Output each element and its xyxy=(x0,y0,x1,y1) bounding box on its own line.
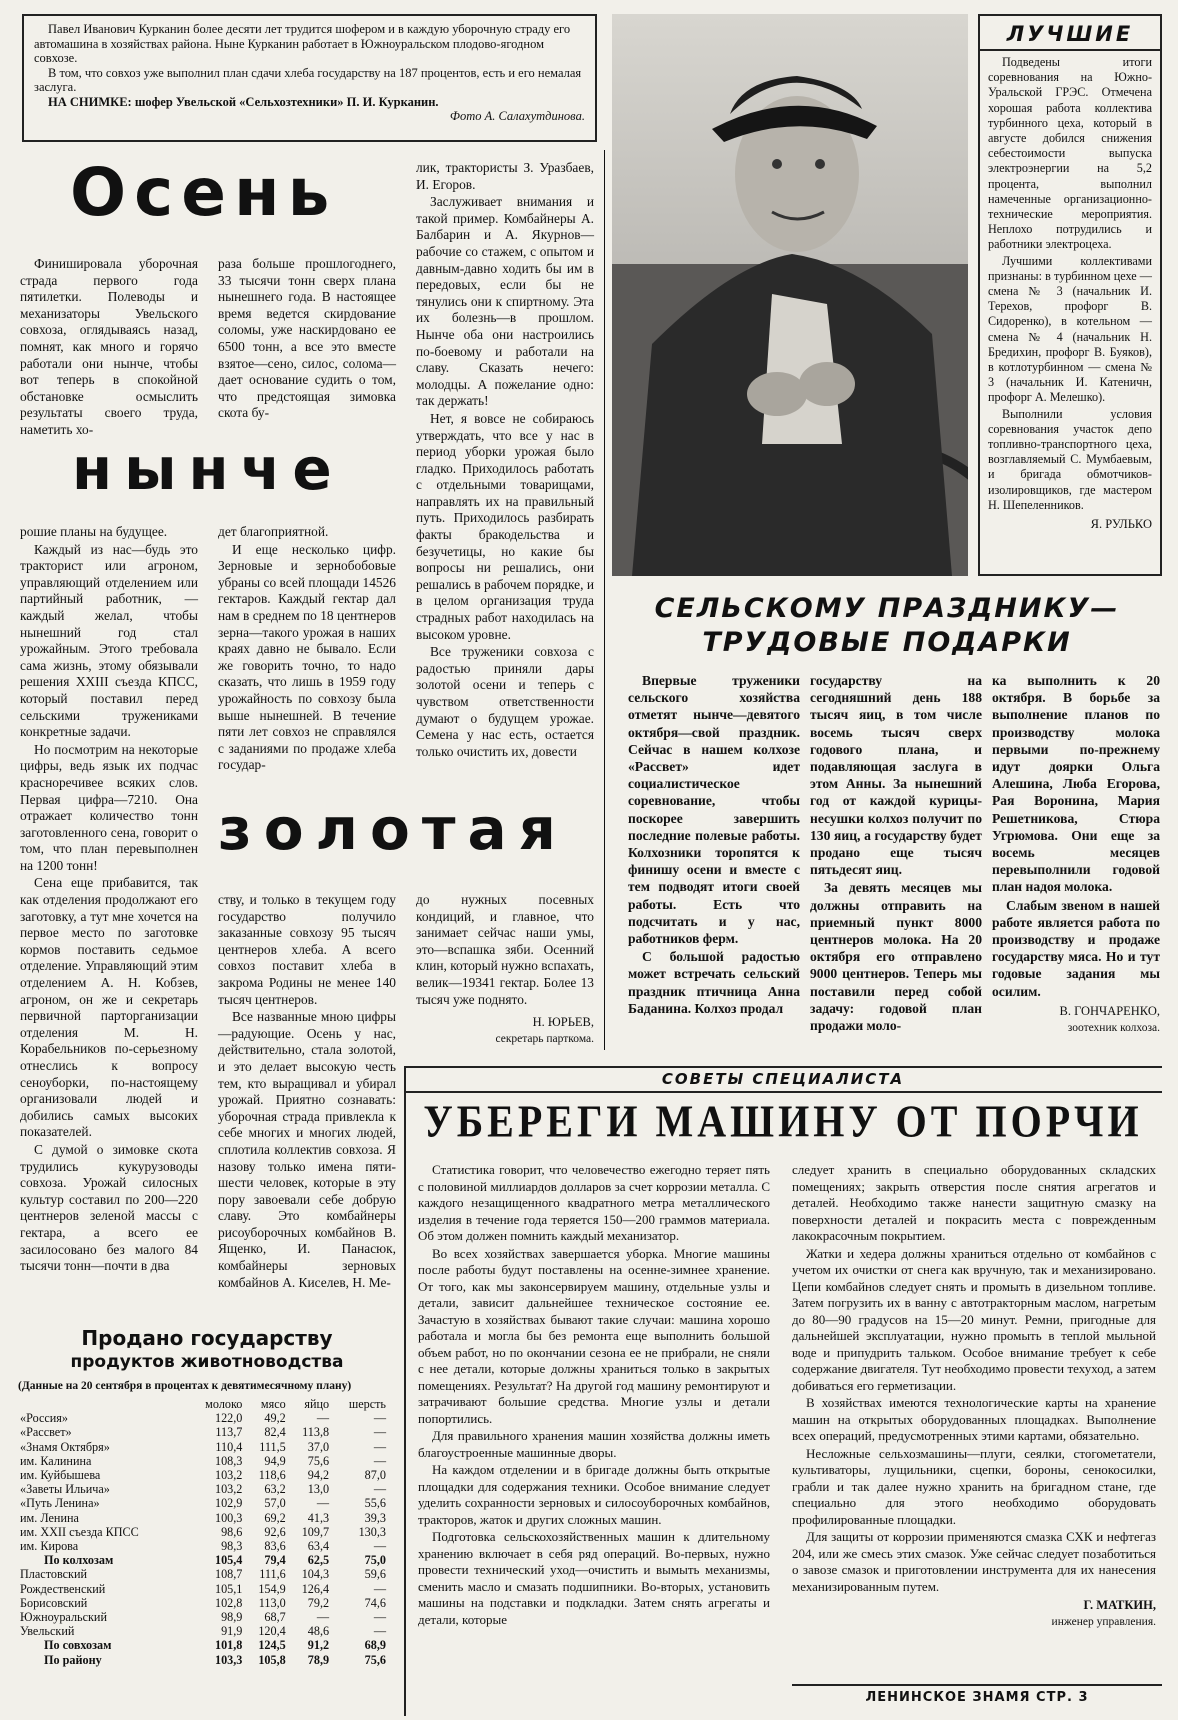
main-col-a-top xyxy=(20,256,198,439)
main-text-b-mid-2: И еще несколько цифр. Зерновые и зернобобовые убраны со всей площади 14526 гектаров. Каждый гектар дал нам в среднем по 18 центнеров зерна—такого урожая в наших краях давно не бывало. Если же говорить точно, то надо сказать, что лишь в 1959 году урожайность по совхозу была выше нынешней. В течение пяти лет совхоз не справлялся с заданиями по продаже хлеба государ- xyxy=(218,541,396,773)
sold-cell: 82,4 xyxy=(264,1425,286,1440)
footer-rule xyxy=(792,1684,1162,1686)
advice-text-l-1: Статистика говорит, что человечество ежегодно теряет пять с половиной миллиардов долларов за счет коррозии металла. С каждого незащищенного квадратного метра металлического изделия в течение года теряется 150—200 граммов материала. Об этом должен помнить каждый механизатор. xyxy=(418,1162,770,1243)
page-footer: ЛЕНИНСКОЕ ЗНАМЯ СТР. 3 xyxy=(865,1690,1089,1705)
best-text-1: Подведены итоги соревнования на Южно-Уральской ГРЭС. Отмечена хорошая работа коллектива турбинного цеха, который в августе добился снижения себестоимости выпуска электроэнергии на 5,2 процента, выполнил намеченные организационно-технические мероприятия. Неплохо потрудились и работники электроцеха. xyxy=(988,55,1152,252)
sold-cell: 83,6 xyxy=(264,1539,286,1554)
advice-text-r-4: Несложные сельхозмашины—плуги, сеялки, стогометатели, культиваторы, лущильники, сцепки, бороны, сенокосилки, грабли и так далее нужно хранить на бригадном стане, где специально для этого необходимо оборудовать профилированные площадки. xyxy=(792,1445,1156,1527)
sold-cell: — xyxy=(373,1539,386,1554)
sold-cell: 108,7 xyxy=(214,1567,243,1582)
sold-row-label: им. Калинина xyxy=(20,1453,92,1468)
sold-cell: 108,3 xyxy=(214,1453,243,1468)
sold-table-row xyxy=(18,1496,388,1510)
sold-cell: 13,0 xyxy=(307,1482,330,1497)
sold-cell: — xyxy=(373,1482,386,1497)
sold-cell: 37,0 xyxy=(307,1439,330,1454)
main-text-a-mid-2: Каждый из нас—будь это тракторист или агроном, управляющий отделением или партийный работник, — каждый желал, чтобы нынешний год стал урожайным. Этого требовала сама жизнь, этому обязывали решения XXIII съезда КПСС, который поставил перед сельскими тружениками конкретные задачи. xyxy=(20,541,198,740)
sold-table-row xyxy=(18,1440,388,1454)
best-author: Я. РУЛЬКО xyxy=(1090,517,1152,532)
sold-cell: — xyxy=(373,1624,386,1639)
sold-cell: 63,4 xyxy=(307,1539,330,1554)
sold-cell: 113,8 xyxy=(302,1425,330,1440)
sold-row-label: Рождественский xyxy=(20,1581,106,1596)
main-col-b-top xyxy=(218,256,396,422)
sold-cell: 103,2 xyxy=(214,1482,243,1497)
sold-cell: 102,9 xyxy=(214,1496,243,1511)
main-text-a-top: Финишировала уборочная страда первого года пятилетки. Полеводы и механизаторы Увельского совхоза, оглядываясь назад, помнят, как много и горячо работали они нынче, чтобы вот теперь в спокойной обстановке осмыслить результаты своего труда, наметить хо- xyxy=(20,256,198,437)
sold-table-row xyxy=(18,1454,388,1468)
driver-photo-image xyxy=(612,14,968,576)
holiday-text-2-1: государству на сегодняшний день 188 тысяч яиц, в том числе восемь тысяч сверх годового плана, и подавляющая заслуга в этом Анны. За нынешний год от каждой курицы-несушки колхоз получит по 130 яиц, а государству будет продано еще тысяч пятьдесят яиц. xyxy=(810,673,982,878)
sold-cell: 55,6 xyxy=(364,1496,386,1511)
advice-col-right xyxy=(792,1162,1156,1630)
sold-cell: 102,8 xyxy=(214,1595,243,1610)
photo-caption xyxy=(22,14,597,142)
sold-cell: — xyxy=(373,1610,386,1625)
sold-cell: 75,6 xyxy=(364,1652,386,1667)
sold-cell: 122,0 xyxy=(214,1411,243,1426)
sold-cell: 91,9 xyxy=(221,1624,243,1639)
sold-table-row xyxy=(18,1582,388,1596)
sold-table-row xyxy=(18,1539,388,1553)
advice-author xyxy=(792,1597,1156,1630)
sold-table-row xyxy=(18,1624,388,1638)
advice-author-role: инженер управления. xyxy=(1051,1615,1156,1628)
advice-headline: УБЕРЕГИ МАШИНУ ОТ ПОРЧИ xyxy=(423,1095,1143,1147)
sold-cell: 59,6 xyxy=(364,1567,386,1582)
holiday-author-name: В. ГОНЧАРЕНКО, xyxy=(1059,1003,1160,1018)
holiday-headline-2: ТРУДОВЫЕ ПОДАРКИ xyxy=(702,627,1072,658)
sold-table-row xyxy=(18,1425,388,1439)
sold-row-label: По совхозам xyxy=(44,1638,112,1653)
sold-table-row xyxy=(18,1411,388,1425)
sold-cell: 111,5 xyxy=(259,1439,286,1454)
sold-cell: 41,3 xyxy=(307,1510,330,1525)
sold-cell: 113,0 xyxy=(258,1595,286,1610)
sold-cell: 98,3 xyxy=(221,1539,243,1554)
sold-row-label: Южноуральский xyxy=(20,1610,107,1625)
main-col-c-bot xyxy=(416,892,594,1047)
main-author xyxy=(416,1014,594,1047)
sold-cell: 63,2 xyxy=(264,1482,286,1497)
sold-cell: 62,5 xyxy=(307,1553,330,1568)
sold-cell: 98,6 xyxy=(221,1524,243,1539)
main-text-c-bot: до нужных посевных кондиций, и главное, что занимает сейчас наши умы, это—вспашка зяби. Осенний клин, который нужно вспахать, велик—19341 гектар. Более 13 тысяч уже поднято. xyxy=(416,892,594,1007)
sold-column-header: мясо xyxy=(260,1397,286,1411)
sold-row-label: Увельский xyxy=(20,1624,75,1639)
sold-table-row xyxy=(18,1610,388,1624)
advice-text-r-3: В хозяйствах имеются технологические карты на хранение машин на открытых оборудованных площадках. Выполнение всех операций, предусмотренных этими картами, обязательно. xyxy=(792,1395,1156,1443)
sold-row-label: «Рассвет» xyxy=(20,1425,72,1440)
sold-cell: — xyxy=(373,1425,386,1440)
sold-cell: 111,6 xyxy=(259,1567,286,1582)
main-author-role: секретарь парткома. xyxy=(495,1032,594,1045)
sold-cell: 75,6 xyxy=(307,1453,330,1468)
holiday-col-3 xyxy=(992,672,1160,1037)
sold-table xyxy=(18,1397,388,1667)
main-text-c-1: лик, трактористы З. Уразбаев, И. Егоров. xyxy=(416,160,594,192)
sold-table-row xyxy=(18,1567,388,1581)
sold-row-label: Пластовский xyxy=(20,1567,88,1582)
holiday-author xyxy=(992,1003,1160,1037)
sold-row-label: «Россия» xyxy=(20,1411,69,1426)
holiday-text-3-2: Слабым звеном в нашей работе является работа по производству и продаже государству мяса. Но и тут годовые задания мы осилим. xyxy=(992,897,1160,999)
advice-text-r-5: Для защиты от коррозии применяются смазка СХК и нефтегаз 204, или же смесь этих смазок. Уже сейчас следует позаботиться о завозе смазок и приготовлении инструмента для их нанесения механизированным путем. xyxy=(792,1529,1156,1594)
advice-rubric-text: СОВЕТЫ СПЕЦИАЛИСТА xyxy=(661,1070,905,1088)
sold-table-row xyxy=(18,1482,388,1496)
advice-text-l-5: Подготовка сельскохозяйственных машин к длительному хранению включает в себя ряд операций. Во-первых, нужно провести технический уход—очистить и вымыть механизмы, сменить масло и смазать подшипники. Во-вторых, установить машины на подставки и подкладки. Затем снять агрегаты и детали, которые xyxy=(418,1529,770,1627)
sold-cell: 94,2 xyxy=(307,1468,330,1483)
holiday-col-2 xyxy=(810,672,982,1034)
sold-cell: 94,9 xyxy=(264,1453,286,1468)
holiday-author-role: зоотехник колхоза. xyxy=(1067,1022,1160,1035)
sold-cell: 68,7 xyxy=(264,1610,286,1625)
main-text-c-4: Все труженики совхоза с радостью приняли дары золотой осени и теперь с чувством ответственности думают о будущем урожае. Семена у нас есть, остается только очистить их, довести xyxy=(416,644,594,759)
sold-table-row xyxy=(18,1596,388,1610)
sold-cell: 69,2 xyxy=(264,1510,286,1525)
sold-cell: 110,4 xyxy=(215,1439,243,1454)
sold-row-label: им. Ленина xyxy=(20,1510,79,1525)
sold-column-header xyxy=(18,1397,188,1411)
sold-table-row xyxy=(18,1525,388,1539)
main-col-b-mid xyxy=(218,524,396,774)
main-text-b-bot-2: Все названные мною цифры—радующие. Осень у нас, действительно, стала золотой, и это делает высокую честь тем, кто выращивал и убирал урожай. Приятно сознавать: уборочная страда привлекла к себе многих и многих людей, сплотила коллектив совхоза. Я назову только имена пяти-шести человек, которые в эту пору завоевали себе добрую славу. Это комбайнеры рисоуборочных комбайнов В. Ященко, И. Панасюк, комбайнеры зерновых комбайнов А. Киселев, Н. Ме- xyxy=(218,1009,396,1290)
main-col-a-mid xyxy=(20,524,198,1275)
sold-row-label: «Знамя Октября» xyxy=(20,1439,110,1454)
sold-cell: — xyxy=(373,1439,386,1454)
best-text-3: Выполнили условия соревнования участок депо топливно-транспортного цеха, возглавляемый С. Мумбаевым, и бригада обмотчиков-изолировщиков, где мастером Н. Шепеленников. xyxy=(988,406,1152,512)
best-text-2: Лучшими коллективами признаны: в турбинном цехе — смена № 3 (начальник И. Терехов, профорг В. Сидоренко), в котельном — смена № 4 (начальник Н. Бредихин, профорг В. Буяков), в котлотурбинном — смена № 3 (начальник И. Катеничн, профорг А. Мелешко). xyxy=(988,253,1152,405)
advice-text-l-3: Для правильного хранения машин хозяйства должны иметь благоустроенные машинные дворы. xyxy=(418,1428,770,1460)
sold-cell: 75,0 xyxy=(364,1553,386,1568)
main-text-c-3: Нет, я вовсе не собираюсь утверждать, что все у нас в период уборки урожая было гладко. Приходилось работать с отдельными товарищами, направлять их на правильный путь. Приходилось разбирать факты бракодельства и безучетицы, но какие бы вопросы ни решались, они решались в рабочем порядке, и в целом организация труда страдных работ находилась на высоком уровне. xyxy=(416,410,594,642)
column-divider xyxy=(604,150,605,1050)
sold-cell: 120,4 xyxy=(258,1624,286,1639)
holiday-col-1 xyxy=(628,672,800,1017)
main-text-b-mid-1: дет благоприятной. xyxy=(218,524,329,539)
sold-table-row xyxy=(18,1553,388,1567)
sold-cell: 104,3 xyxy=(301,1567,330,1582)
sold-cell: 79,4 xyxy=(264,1553,286,1568)
sold-row-label: им. XXII съезда КПСС xyxy=(20,1524,139,1539)
sold-cell: 126,4 xyxy=(301,1581,330,1596)
sold-row-label: им. Куйбышева xyxy=(20,1468,101,1483)
headline-osen: Осень xyxy=(70,154,338,231)
sold-cell: 124,5 xyxy=(258,1638,286,1653)
advice-author-name: Г. МАТКИН, xyxy=(1083,1598,1156,1612)
sold-title-2: продуктов животноводства xyxy=(70,1352,344,1372)
main-text-c-2: Заслуживает внимания и такой пример. Комбайнеры А. Балбарин и А. Якурнов—рабочие со стажем, с опытом и давным-давно ходить бы им в передовых, если бы не тянулись они к спиртному. Эта их болезнь—в прошлом. Нынче оба они настроились по-боевому и работали на славу. Сказать нечего: молодцы. А пожелание одно: так держать! xyxy=(416,194,594,409)
sold-cell: 103,2 xyxy=(214,1468,243,1483)
holiday-text-1-1: Впервые труженики сельского хозяйства отметят нынче—девятого октября—свой праздник. Сейчас в нашем колхозе «Рассвет» идет социалистическое соревнование, чтобы поскорее завершить последние полевые работы. Колхозники торопятся к финишу осени и вместе с тем подводят итоги своей работы. Есть что подсчитать и у нас, работников ферм. xyxy=(628,673,800,947)
main-author-name: Н. ЮРЬЕВ, xyxy=(532,1015,594,1030)
sold-section xyxy=(18,1326,396,1667)
driver-photo xyxy=(612,14,968,576)
sold-row-label: Борисовский xyxy=(20,1595,88,1610)
best-box xyxy=(978,14,1162,576)
sold-cell: — xyxy=(373,1411,386,1426)
sold-cell: 105,8 xyxy=(258,1652,286,1667)
sold-table-row xyxy=(18,1638,388,1652)
sold-row-label: «Заветы Ильича» xyxy=(20,1482,110,1497)
sold-cell: 91,2 xyxy=(307,1638,330,1653)
sold-cell: — xyxy=(373,1453,386,1468)
sold-cell: 79,2 xyxy=(307,1595,330,1610)
sold-cell: — xyxy=(373,1581,386,1596)
main-text-a-mid-5: С думой о зимовке скота трудились кукурузоводы совхоза. Урожай силосных культур составил по 200—220 центнеров зеленой массы с гектара, а всего ее заcилосовано без малого 84 тысячи тонн—почти в два xyxy=(20,1141,198,1274)
holiday-text-1-2: С большой радостью может встречать сельский праздник птичница Анна Баданина. Колхоз продал xyxy=(628,949,800,1016)
holiday-headline-1: СЕЛЬСКОМУ ПРАЗДНИКУ— xyxy=(654,593,1120,624)
sold-title-1: Продано государству xyxy=(81,1326,333,1350)
sold-cell: — xyxy=(316,1496,330,1511)
sold-cell: 87,0 xyxy=(364,1468,386,1483)
headline-nynche: нынче xyxy=(72,435,344,503)
holiday-headline xyxy=(612,592,1162,660)
caption-text-3: НА СНИМКЕ: шофер Увельской «Сельхозтехники» П. И. Курканин. xyxy=(48,94,439,109)
caption-source: Фото А. Салахутдиновa. xyxy=(449,109,585,123)
sold-table-row xyxy=(18,1468,388,1482)
sold-cell: 118,6 xyxy=(258,1468,286,1483)
sold-cell: 100,3 xyxy=(214,1510,243,1525)
sold-note: (Данные на 20 сентября в процентах к девятимесячному плану) xyxy=(18,1380,352,1392)
sold-row-label: «Путь Ленина» xyxy=(20,1496,100,1511)
main-text-a-mid-4: Сена еще прибавится, так как отделения продолжают его заготовку, а тут мне хочется на первое место по заготовке кормов поставить седьмое отделение. Управляющий этим отделением А. Н. Кобзев, агроном, он же и секретарь первичной парторганизации отделения М. Н. Корабельников по-серьезному отнеслись к вопросу сеноуборки, по-настоящему организовали людей и добились самых высоких показателей. xyxy=(20,875,198,1140)
main-col-b-bot xyxy=(218,892,396,1291)
sold-column-header: шерсть xyxy=(348,1397,386,1411)
sold-cell: 78,9 xyxy=(307,1652,330,1667)
sold-column-header: яйцо xyxy=(304,1397,330,1411)
main-text-a-mid-1: рошие планы на будущее. xyxy=(20,524,168,539)
main-col-c xyxy=(416,160,594,760)
advice-text-l-4: На каждом отделении и в бригаде должны быть открытые площадки для содержания техники. Особое внимание следует уделить сохранности зерновых и силосоуборочных комбайнов, тракторов, жаток и других сложных машин. xyxy=(418,1462,770,1527)
sold-cell: 154,9 xyxy=(258,1581,286,1596)
sold-cell: 57,0 xyxy=(264,1496,286,1511)
sold-cell: 39,3 xyxy=(364,1510,386,1525)
sold-row-label: им. Кирова xyxy=(20,1539,79,1554)
best-title: ЛУЧШИЕ xyxy=(980,22,1160,51)
holiday-text-2-2: За девять месяцев мы должны отправить на приемный пункт 8000 центнеров молока. На 20 октября его отправлено 9000 центнеров. Теперь мы поставили перед собой задачу: годовой план продажи моло- xyxy=(810,880,982,1034)
sold-cell: 101,8 xyxy=(214,1638,243,1653)
sold-cell: 68,9 xyxy=(364,1638,386,1653)
sold-cell: — xyxy=(316,1411,330,1426)
caption-text-2: В том, что совхоз уже выполнил план сдачи хлеба государству на 187 процентов, есть и его немалая заслуга. xyxy=(34,65,582,94)
advice-text-r-2: Жатки и хедера должны храниться отдельно от комбайнов с учетом их очистки от снега как вручную, так и механизировано. Цепи комбайнов следует снять и промыть в дизельном топливе. Затем погрузить их в ванну с автотракторным маслом, нагретым до 80—90 градусов на 15—20 минут. Ремни, пригодные для дальнейшей эксплуатации, нужно промыть в теплой мыльной воде и припудрить тальком. Особое внимание требует к себе содержание двигателя. Тут необходимо провести техуход, а затем добиваться его герметизации. xyxy=(792,1245,1156,1393)
main-text-b-bot-1: ству, и только в текущем году государство получило заказанные совхозу 95 тысяч центнеров хлеба. А всего совхоз поставит хлеба в закрома Родины не менее 140 тысяч центнеров. xyxy=(218,892,396,1007)
sold-header-row xyxy=(18,1397,388,1411)
sold-table-body xyxy=(18,1411,388,1667)
sold-cell: 48,6 xyxy=(307,1624,330,1639)
main-text-a-mid-3: Но посмотрим на некоторые цифры, ведь язык их подчас красноречивее всяких слов. Первая цифра—7210. Она отражает количество тонн заготовленного сена, говорит о том, что план перевыполнен на 1200 тонн! xyxy=(20,741,198,873)
sold-cell: 113,7 xyxy=(215,1425,243,1440)
advice-rubric xyxy=(404,1068,1162,1093)
holiday-text-3-1: ка выполнить к 20 октября. В борьбе за выполнение планов по производству молока первыми по-прежнему идут доярки Ольга Алешина, Люба Егорова, Рая Воронина, Мария Решетникова, Стюра Угрюмова. Они еще за восемь месяцев перевыполнили годовой план надоя молока. xyxy=(992,673,1160,895)
sold-cell: 98,9 xyxy=(221,1610,243,1625)
caption-text-1: Павел Иванович Курканин более десяти лет трудится шофером и в каждую уборочную страду его автомашина в хозяйствах района. Ныне Курканин работает в Южноуральском плодово-ягодном совхозе. xyxy=(34,22,571,65)
advice-text-l-2: Во всех хозяйствах завершается уборка. Многие машины после работы будут поставлены на осенне-зимнее хранение. От того, как мы законсервируем машину, отдельные узлы и детали, зависит дальнейшее техническое состояние ее. Зачастую в хозяйствах бывают такие случаи: машина хорошо работала и могла бы без ремонта еще выполнить большой объем работ, но по окончании сезона ее не прибрали, не сняли с нее детали, которые должны храниться только в закрытых помещениях. Результат? На другой год машину ремонтируют и затрачивают большие средства. Многие узлы и детали попортились. xyxy=(418,1245,770,1426)
sold-cell: 74,6 xyxy=(364,1595,386,1610)
sold-cell: 130,3 xyxy=(358,1524,386,1539)
sold-row-label: По колхозам xyxy=(44,1553,114,1568)
advice-text-r-1: следует хранить в специально оборудованных складских помещениях; закрыть отверстия после снятия агрегатов и деталей. Необходимо также нанести защитную смазку на поверхности деталей и покрасить места с поврежденным лакокрасочным покрытием. xyxy=(792,1162,1156,1243)
sold-row-label: По району xyxy=(44,1652,102,1667)
headline-zolotaya: золотая xyxy=(218,795,568,863)
sold-table-row xyxy=(18,1511,388,1525)
sold-cell: 105,1 xyxy=(214,1581,243,1596)
sold-cell: 92,6 xyxy=(264,1524,286,1539)
sold-cell: — xyxy=(316,1610,330,1625)
advice-col-left xyxy=(418,1162,770,1628)
sold-cell: 109,7 xyxy=(301,1524,330,1539)
sold-cell: 103,3 xyxy=(214,1652,243,1667)
sold-column-header: молоко xyxy=(205,1397,243,1411)
sold-cell: 105,4 xyxy=(214,1553,243,1568)
sold-table-row xyxy=(18,1653,388,1667)
main-text-b-top: раза больше прошлогоднего, 33 тысячи тонн сверх плана нынешнего года. В настоящее время ведется скирдование соломы, уже наскирдовано ее 6500 тонн, а все это вместе взятое—сено, силос, солома—дает основание судить о том, что предстоящая зимовка скота бу- xyxy=(218,256,396,421)
sold-cell: 49,2 xyxy=(264,1411,286,1426)
